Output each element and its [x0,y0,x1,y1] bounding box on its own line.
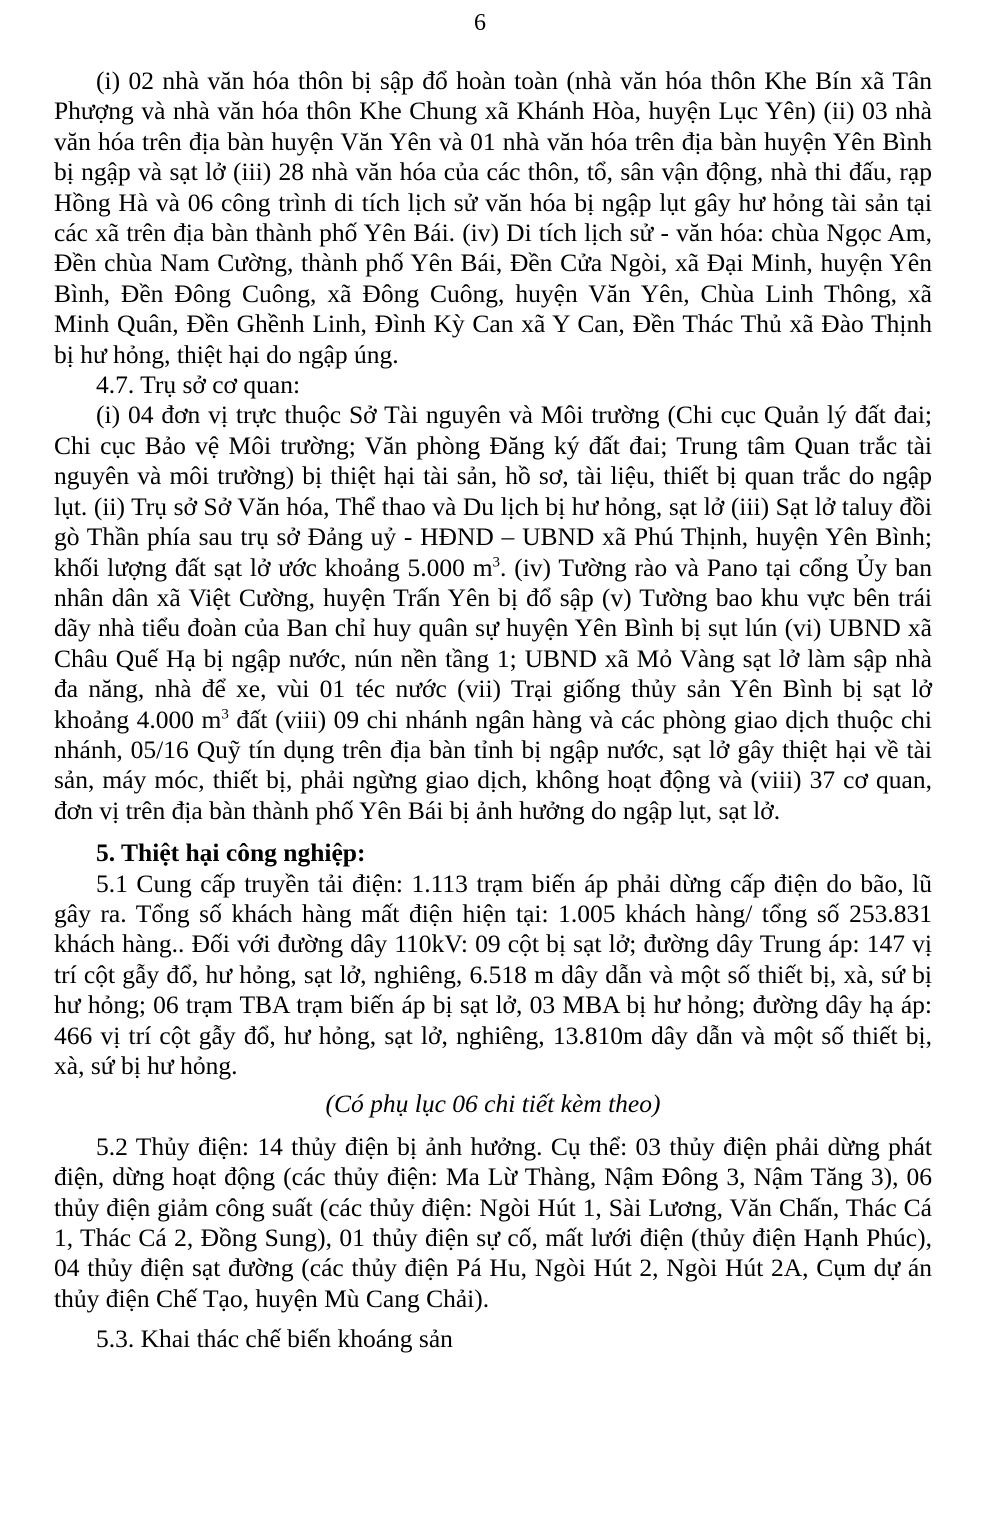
document-body [54,66,932,1355]
paragraph-office-buildings [54,400,932,826]
paragraph-text: đất (viii) 09 chi nhánh ngân hàng và các phòng giao dịch thuộc chi nhánh, 05/16 Quỹ tín dụng trên địa bàn tỉnh bị ngập nước, sạt lở gây thiệt hại về tài sản, máy móc, thiết bị, phải ngừng giao dịch, không hoạt động và (viii) 37 cơ quan, đơn vị trên địa bàn thành phố Yên Bái bị ảnh hưởng do ngập lụt, sạt lở. [54,704,932,825]
superscript: 3 [492,554,501,570]
page-number: 6 [474,10,486,36]
paragraph-text: (i) 04 đơn vị trực thuộc Sở Tài nguyên và Môi trường (Chi cục Quản lý đất đai; Chi cục Bảo vệ Môi trường; Văn phòng Đăng ký đất đai; Trung tâm Quan trắc tài nguyên và môi trường) bị thiệt hại tài sản, hồ sơ, tài liệu, thiết bị quan trắc do ngập lụt. (ii) Trụ sở Sở Văn hóa, Thể thao và Du lịch bị hư hỏng, sạt lở (iii) Sạt lở taluy đồi gò Thần phía sau trụ sở Đảng uỷ - HĐND – UBND xã Phú Thịnh, huyện Yên Bình; khối lượng đất sạt lở ước khoảng 5.000 m [54,400,932,582]
section-heading-5: 5. Thiệt hại công nghiệp: [96,838,366,868]
paragraph-power-supply: 5.1 Cung cấp truyền tải điện: 1.113 trạm biến áp phải dừng cấp điện do bão, lũ gây ra. Tổng số khách hàng mất điện hiện tại: 1.005 khách hàng/ tổng số 253.831 khách hàng.. Đối với đường dây 110kV: 09 cột bị sạt lở; đường dây Trung áp: 147 vị trí cột gẫy đổ, hư hỏng, sạt lở, nghiêng, 6.518 m dây dẫn và một số thiết bị, xà, sứ bị hư hỏng; 06 trạm TBA trạm biến áp bị sạt lở, 03 MBA bị hư hỏng; đường dây hạ áp: 466 vị trí cột gẫy đổ, hư hỏng, sạt lở, nghiêng, 13.810m dây dẫn và một số thiết bị, xà, sứ bị hư hỏng. [54,868,932,1080]
paragraph-hydropower: 5.2 Thủy điện: 14 thủy điện bị ảnh hưởng. Cụ thể: 03 thủy điện phải dừng phát điện, dừng hoạt động (các thủy điện: Ma Lừ Thàng, Nậm Đông 3, Nậm Tăng 3), 06 thủy điện giảm công suất (các thủy điện: Ngòi Hút 1, Sài Lương, Văn Chấn, Thác Cá 1, Thác Cá 2, Đồng Sung), 01 thủy điện sự cố, mất lưới điện (thủy điện Hạnh Phúc), 04 thủy điện sạt đường (các thủy điện Pá Hu, Ngòi Hút 2, Ngòi Hút 2A, Cụm dự án thủy điện Chế Tạo, huyện Mù Cang Chải). [54,1131,932,1313]
paragraph-text: . (iv) Tường rào và Pano tại cổng Ủy ban nhân dân xã Việt Cường, huyện Trấn Yên bị đổ sập (v) Tường bao khu vực bên trái dãy nhà tiểu đoàn của Ban chỉ huy quân sự huyện Yên Bình bị sụt lún (vi) UBND xã Châu Quế Hạ bị ngập nước, nún nền tầng 1; UBND xã Mỏ Vàng sạt lở làm sập nhà đa năng, nhà để xe, vùi 01 téc nước (vii) Trại giống thủy sản Yên Bình bị sạt lở khoảng 4.000 m [54,552,932,734]
section-heading-4-7: 4.7. Trụ sở cơ quan: [96,370,301,400]
paragraph-cultural-houses: (i) 02 nhà văn hóa thôn bị sập đổ hoàn toàn (nhà văn hóa thôn Khe Bín xã Tân Phượng và nhà văn hóa thôn Khe Chung xã Khánh Hòa, huyện Lục Yên) (ii) 03 nhà văn hóa trên địa bàn huyện Văn Yên và 01 nhà văn hóa trên địa bàn huyện Yên Bình bị ngập và sạt lở (iii) 28 nhà văn hóa của các thôn, tổ, sân vận động, nhà thi đấu, rạp Hồng Hà và 06 công trình di tích lịch sử văn hóa bị ngập lụt gây hư hỏng tài sản tại các xã trên địa bàn thành phố Yên Bái. (iv) Di tích lịch sử - văn hóa: chùa Ngọc Am, Đền chùa Nam Cường, thành phố Yên Bái, Đền Cửa Ngòi, xã Đại Minh, huyện Yên Bình, Đền Đông Cuông, xã Đông Cuông, huyện Văn Yên, Chùa Linh Thông, xã Minh Quân, Đền Ghềnh Linh, Đình Kỳ Can xã Y Can, Đền Thác Thủ xã Đào Thịnh bị hư hỏng, thiệt hại do ngập úng. [54,66,932,369]
superscript: 3 [221,706,229,723]
section-heading-5-3: 5.3. Khai thác chế biến khoáng sản [96,1324,453,1354]
appendix-note: (Có phụ lục 06 chi tiết kèm theo) [325,1089,661,1119]
